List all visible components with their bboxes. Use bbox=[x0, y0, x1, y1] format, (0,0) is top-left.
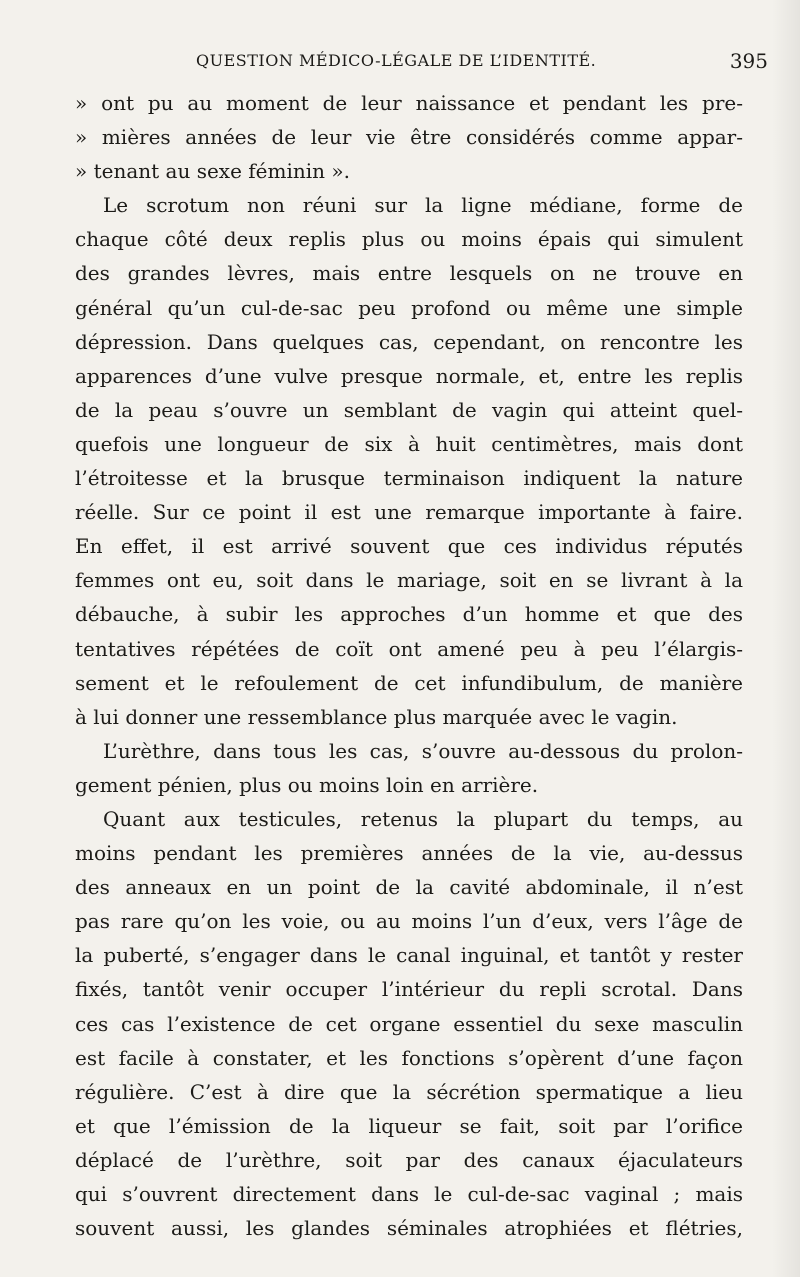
text-line: de la peau s’ouvre un semblant de vagin qui atteint quel- bbox=[75, 397, 743, 422]
page-number: 395 bbox=[729, 49, 768, 73]
text-line: déplacé de l’urèthre, soit par des canaux éjaculateurs bbox=[75, 1147, 743, 1172]
page-edge-shadow bbox=[772, 0, 800, 1277]
text-line: moins pendant les premières années de la vie, au-dessus bbox=[75, 841, 743, 866]
text-line: pas rare qu’on les voie, ou au moins l’un d’eux, vers l’âge de bbox=[75, 909, 743, 934]
text-line: Quant aux testicules, retenus la plupart du temps, au bbox=[103, 806, 743, 831]
body-text bbox=[75, 86, 743, 1245]
text-line: L’urèthre, dans tous les cas, s’ouvre au-dessous du prolon- bbox=[103, 738, 743, 763]
text-line: des grandes lèvres, mais entre lesquels on ne trouve en bbox=[75, 261, 743, 286]
text-line: et que l’émission de la liqueur se fait, soit par l’orifice bbox=[75, 1113, 743, 1138]
text-line: débauche, à subir les approches d’un homme et que des bbox=[75, 602, 743, 627]
text-line: quefois une longueur de six à huit centimètres, mais dont bbox=[75, 431, 743, 456]
text-line: fixés, tantôt venir occuper l’intérieur du repli scrotal. Dans bbox=[75, 977, 743, 1002]
text-line: général qu’un cul-de-sac peu profond ou même une simple bbox=[75, 295, 743, 320]
text-line: des anneaux en un point de la cavité abdominale, il n’est bbox=[75, 875, 743, 900]
text-line: tentatives répétées de coït ont amené peu à peu l’élargis- bbox=[75, 636, 743, 661]
text-line: » mières années de leur vie être considérés comme appar- bbox=[75, 125, 743, 150]
text-line: gement pénien, plus ou moins loin en arrière. bbox=[75, 772, 539, 797]
page-header bbox=[196, 49, 768, 73]
text-line: à lui donner une ressemblance plus marquée avec le vagin. bbox=[75, 704, 678, 729]
text-line: l’étroitesse et la brusque terminaison indiquent la nature bbox=[75, 466, 743, 491]
text-line: qui s’ouvrent directement dans le cul-de-sac vaginal ; mais bbox=[75, 1182, 743, 1206]
text-line: Le scrotum non réuni sur la ligne médiane, forme de bbox=[103, 193, 743, 218]
text-line: ces cas l’existence de cet organe essentiel du sexe masculin bbox=[75, 1011, 743, 1036]
text-line: est facile à constater, et les fonctions s’opèrent d’une façon bbox=[75, 1045, 743, 1070]
text-line: la puberté, s’engager dans le canal inguinal, et tantôt y rester bbox=[75, 943, 743, 968]
text-line: régulière. C’est à dire que la sécrétion spermatique a lieu bbox=[75, 1079, 743, 1104]
text-line: sement et le refoulement de cet infundibulum, de manière bbox=[75, 670, 743, 695]
text-line: apparences d’une vulve presque normale, et, entre les replis bbox=[75, 363, 743, 388]
text-line: » tenant au sexe féminin ». bbox=[75, 159, 350, 184]
text-line: dépression. Dans quelques cas, cependant, on rencontre les bbox=[75, 329, 743, 354]
text-line: chaque côté deux replis plus ou moins épais qui simulent bbox=[75, 227, 743, 252]
text-line: En effet, il est arrivé souvent que ces individus réputés bbox=[75, 534, 743, 559]
running-title: QUESTION MÉDICO-LÉGALE DE L’IDENTITÉ. bbox=[196, 51, 597, 70]
text-line: femmes ont eu, soit dans le mariage, soit en se livrant à la bbox=[75, 568, 743, 593]
text-line: souvent aussi, les glandes séminales atrophiées et flétries, bbox=[75, 1216, 743, 1241]
text-line: réelle. Sur ce point il est une remarque importante à faire. bbox=[75, 500, 743, 525]
text-line: » ont pu au moment de leur naissance et pendant les pre- bbox=[75, 91, 743, 115]
